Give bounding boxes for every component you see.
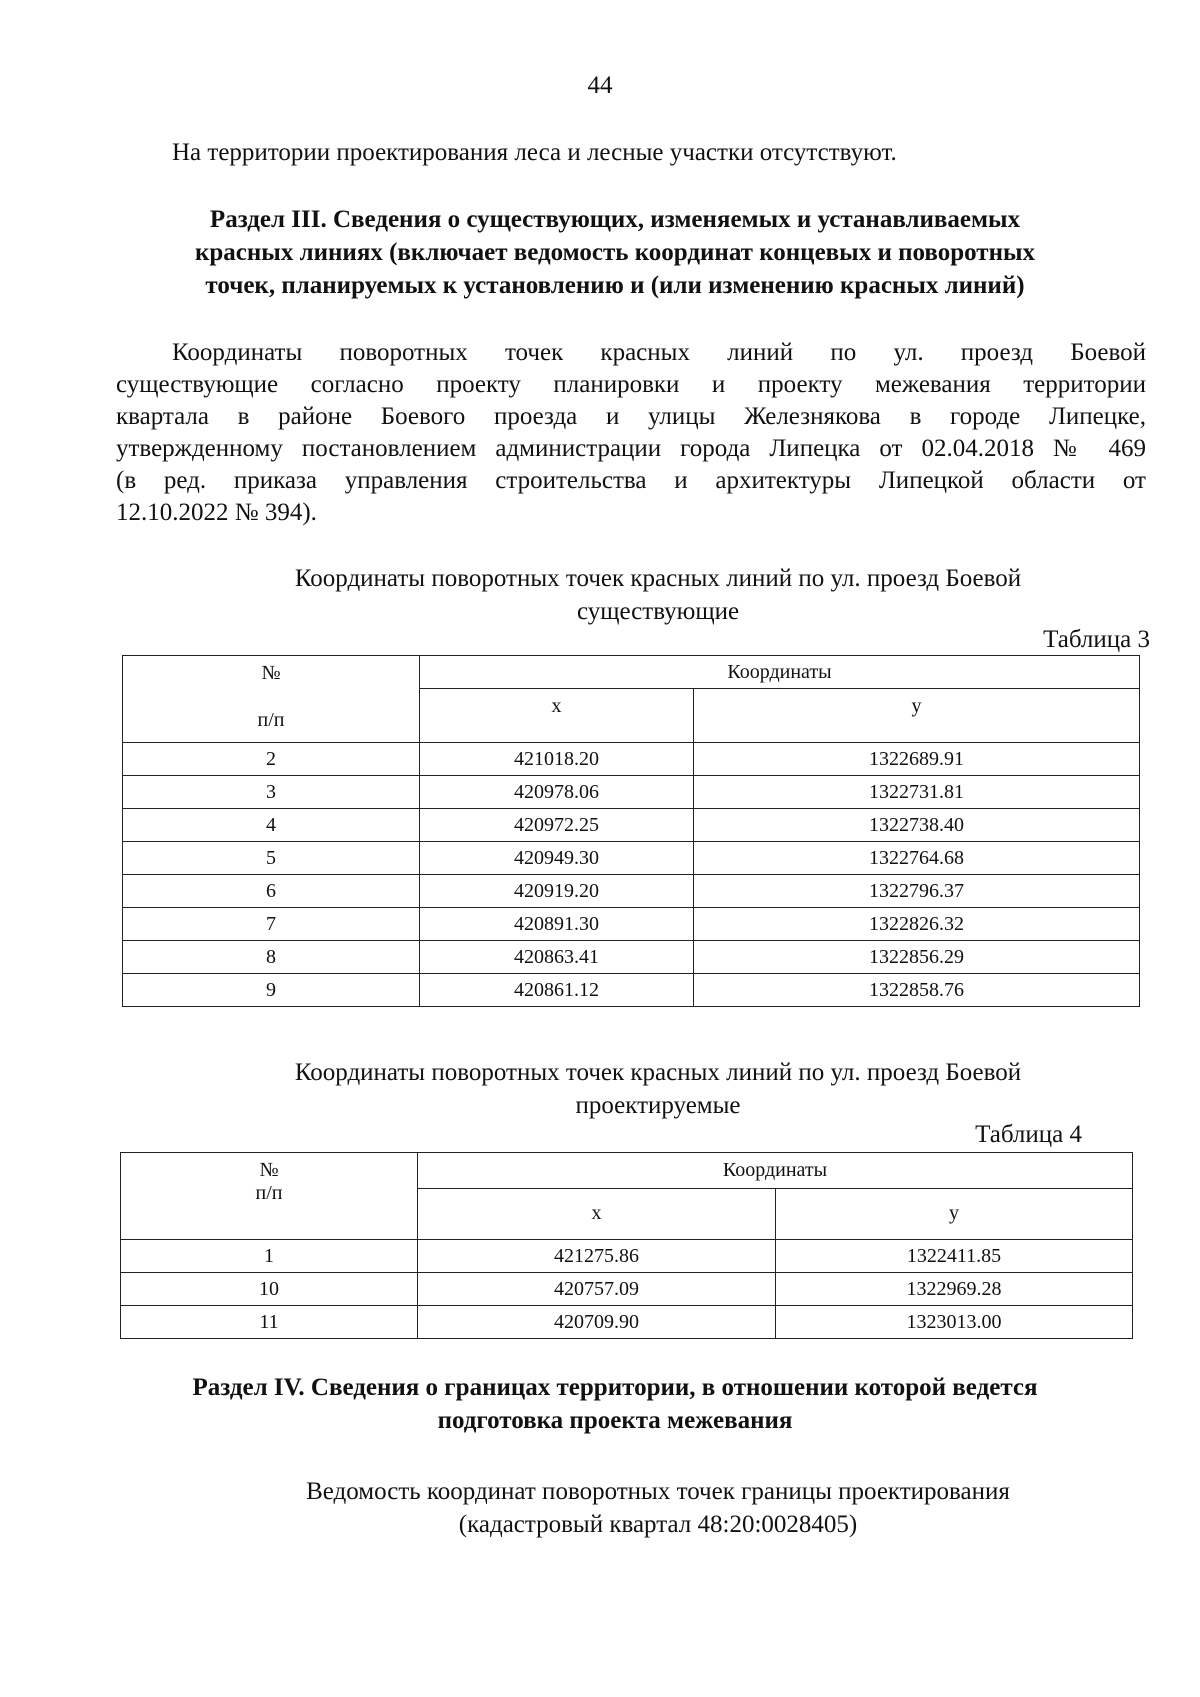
table-row bbox=[121, 1240, 1133, 1273]
table-3 bbox=[122, 655, 1140, 1007]
num-header bbox=[123, 656, 420, 743]
table-row bbox=[121, 1306, 1133, 1339]
cell-y: 1322858.76 bbox=[694, 974, 1140, 1007]
cell-x: 420709.90 bbox=[418, 1306, 776, 1339]
section-4-title bbox=[120, 1371, 1110, 1437]
section-3-title-line: Раздел III. Сведения о существующих, изменяемых и устанавливаемых bbox=[209, 206, 1021, 233]
section-3-title bbox=[120, 203, 1110, 302]
table-row bbox=[123, 809, 1140, 842]
cell-x: 420757.09 bbox=[418, 1273, 776, 1306]
section-3-title-line: точек, планируемых к установлению и (или изменению красных линий) bbox=[205, 272, 1025, 299]
cell-n: 6 bbox=[123, 875, 420, 908]
cell-y: 1322764.68 bbox=[694, 842, 1140, 875]
cell-y: 1322856.29 bbox=[694, 941, 1140, 974]
paragraph-line: Координаты поворотных точек красных линий по ул. проезд Боевой bbox=[172, 339, 1146, 366]
cell-y: 1323013.00 bbox=[776, 1306, 1133, 1339]
paragraph-line: 12.10.2022 № 394). bbox=[116, 499, 317, 526]
cell-n: 11 bbox=[121, 1306, 418, 1339]
table-4-caption bbox=[0, 1056, 1200, 1122]
caption-line: Ведомость координат поворотных точек границы проектирования bbox=[306, 1478, 1010, 1505]
coords-header: Координаты bbox=[418, 1153, 1133, 1189]
section-4-title-line: Раздел IV. Сведения о границах территории, в отношении которой ведется bbox=[192, 1374, 1038, 1401]
cell-y: 1322689.91 bbox=[694, 743, 1140, 776]
cell-n: 7 bbox=[123, 908, 420, 941]
caption-line: проектируемые bbox=[575, 1092, 741, 1119]
cell-n: 3 bbox=[123, 776, 420, 809]
cell-y: 1322796.37 bbox=[694, 875, 1140, 908]
section-3-paragraph bbox=[116, 337, 1146, 529]
section-3-title-line: красных линиях (включает ведомость координат концевых и поворотных bbox=[195, 239, 1035, 266]
x-header: x bbox=[420, 689, 694, 743]
cell-x: 421018.20 bbox=[420, 743, 694, 776]
cell-x: 420978.06 bbox=[420, 776, 694, 809]
table-row bbox=[123, 743, 1140, 776]
x-header: x bbox=[418, 1188, 776, 1239]
cell-y: 1322826.32 bbox=[694, 908, 1140, 941]
table-row bbox=[123, 941, 1140, 974]
table-row bbox=[121, 1273, 1133, 1306]
num-header-bottom: п/п bbox=[255, 1182, 283, 1204]
cell-x: 421275.86 bbox=[418, 1240, 776, 1273]
cell-n: 5 bbox=[123, 842, 420, 875]
num-header-bottom: п/п bbox=[257, 709, 285, 731]
paragraph-line: (в ред. приказа управления строительства и архитектуры Липецкой области от bbox=[116, 467, 1146, 494]
y-header: y bbox=[694, 689, 1140, 743]
table-row bbox=[123, 842, 1140, 875]
cell-n: 8 bbox=[123, 941, 420, 974]
caption-line: существующие bbox=[576, 598, 740, 625]
cell-n: 1 bbox=[121, 1240, 418, 1273]
table-row bbox=[123, 974, 1140, 1007]
cell-n: 2 bbox=[123, 743, 420, 776]
caption-line: (кадастровый квартал 48:20:0028405) bbox=[458, 1511, 858, 1538]
section-4-title-line: подготовка проекта межевания bbox=[437, 1407, 793, 1434]
num-header-top: № bbox=[261, 662, 281, 684]
cell-x: 420861.12 bbox=[420, 974, 694, 1007]
cell-y: 1322969.28 bbox=[776, 1273, 1133, 1306]
table-4-label: Таблица 4 bbox=[975, 1121, 1082, 1148]
cell-x: 420919.20 bbox=[420, 875, 694, 908]
intro-paragraph: На территории проектирования леса и лесные участки отсутствуют. bbox=[172, 139, 897, 166]
cell-y: 1322731.81 bbox=[694, 776, 1140, 809]
cell-y: 1322738.40 bbox=[694, 809, 1140, 842]
y-header: y bbox=[776, 1188, 1133, 1239]
num-header-top: № bbox=[259, 1159, 279, 1181]
coords-header: Координаты bbox=[420, 656, 1140, 689]
num-header bbox=[121, 1153, 418, 1240]
table-row bbox=[123, 776, 1140, 809]
table-3-caption bbox=[0, 562, 1200, 628]
boundary-coords-caption bbox=[0, 1475, 1200, 1541]
cell-n: 4 bbox=[123, 809, 420, 842]
table-row bbox=[123, 875, 1140, 908]
cell-n: 10 bbox=[121, 1273, 418, 1306]
cell-n: 9 bbox=[123, 974, 420, 1007]
caption-line: Координаты поворотных точек красных линий по ул. проезд Боевой bbox=[294, 1059, 1022, 1086]
caption-line: Координаты поворотных точек красных линий по ул. проезд Боевой bbox=[294, 565, 1022, 592]
cell-x: 420891.30 bbox=[420, 908, 694, 941]
paragraph-line: существующие согласно проекту планировки и проекту межевания территории bbox=[116, 371, 1146, 398]
paragraph-line: утвержденному постановлением администрации города Липецка от 02.04.2018 № 469 bbox=[116, 435, 1146, 462]
page-number: 44 bbox=[587, 72, 613, 99]
cell-x: 420972.25 bbox=[420, 809, 694, 842]
table-4 bbox=[120, 1152, 1133, 1339]
table-row bbox=[123, 908, 1140, 941]
table-3-label: Таблица 3 bbox=[1043, 626, 1150, 653]
cell-y: 1322411.85 bbox=[776, 1240, 1133, 1273]
cell-x: 420863.41 bbox=[420, 941, 694, 974]
cell-x: 420949.30 bbox=[420, 842, 694, 875]
paragraph-line: квартала в районе Боевого проезда и улицы Железнякова в городе Липецке, bbox=[116, 403, 1146, 430]
